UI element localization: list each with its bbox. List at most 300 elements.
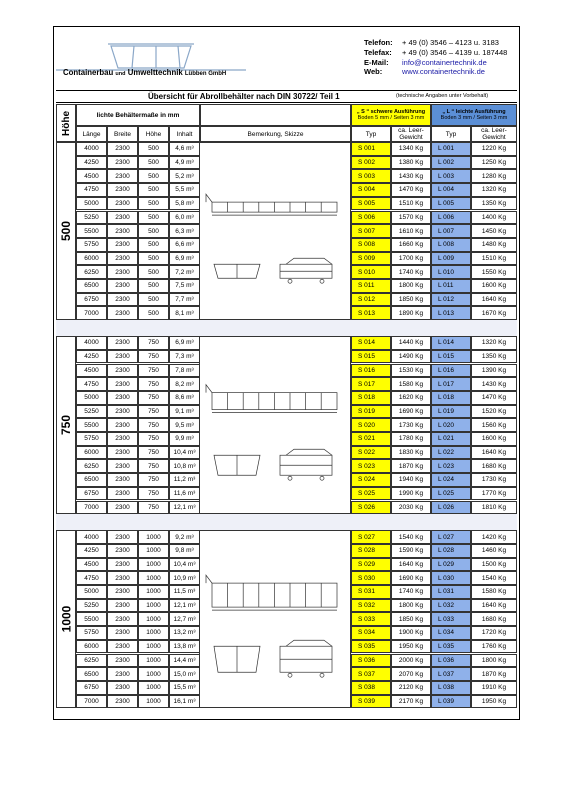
cell-inhalt: 6,9 m³ (169, 336, 200, 350)
cell-typ-l: L 036 (431, 654, 471, 668)
cell-hoehe: 500 (138, 224, 169, 238)
cell-laenge: 4250 (76, 350, 107, 364)
cell-leer-l: 1430 Kg (471, 377, 517, 391)
cell-typ-s: S 003 (351, 169, 391, 183)
cell-hoehe: 1000 (138, 667, 169, 681)
cell-inhalt: 9,8 m³ (169, 544, 200, 558)
group-label-750: 750 (56, 336, 76, 514)
cell-laenge: 6500 (76, 473, 107, 487)
col-leer-s: ca. Leer-Gewicht (391, 126, 431, 142)
cell-inhalt: 7,5 m³ (169, 279, 200, 293)
cell-inhalt: 15,0 m³ (169, 667, 200, 681)
cell-inhalt: 7,7 m³ (169, 293, 200, 307)
cell-laenge: 5500 (76, 224, 107, 238)
cell-leer-s: 1620 Kg (391, 391, 431, 405)
cell-typ-s: S 037 (351, 667, 391, 681)
cell-laenge: 7000 (76, 695, 107, 709)
cell-leer-l: 1390 Kg (471, 364, 517, 378)
cell-breite: 2300 (107, 279, 138, 293)
cell-inhalt: 4,9 m³ (169, 156, 200, 170)
cell-typ-l: L 021 (431, 432, 471, 446)
cell-inhalt: 13,8 m³ (169, 640, 200, 654)
cell-laenge: 6500 (76, 279, 107, 293)
cell-hoehe: 1000 (138, 571, 169, 585)
cell-typ-l: L 039 (431, 695, 471, 709)
cell-breite: 2300 (107, 405, 138, 419)
cell-hoehe: 750 (138, 487, 169, 501)
cell-typ-s: S 004 (351, 183, 391, 197)
cell-inhalt: 10,4 m³ (169, 558, 200, 572)
cell-leer-s: 1780 Kg (391, 432, 431, 446)
cell-leer-s: 1740 Kg (391, 265, 431, 279)
cell-leer-s: 1510 Kg (391, 197, 431, 211)
cell-typ-l: L 016 (431, 364, 471, 378)
cell-hoehe: 1000 (138, 558, 169, 572)
cell-inhalt: 9,9 m³ (169, 432, 200, 446)
cell-laenge: 6250 (76, 654, 107, 668)
cell-breite: 2300 (107, 183, 138, 197)
cell-leer-s: 2070 Kg (391, 667, 431, 681)
cell-breite: 2300 (107, 306, 138, 320)
container-sketch (199, 142, 351, 320)
col-inhalt: Inhalt (169, 126, 200, 142)
cell-leer-s: 1700 Kg (391, 252, 431, 266)
cell-typ-s: S 015 (351, 350, 391, 364)
col-breite: Breite (107, 126, 138, 142)
cell-hoehe: 1000 (138, 640, 169, 654)
cell-typ-s: S 029 (351, 558, 391, 572)
cell-typ-l: L 022 (431, 446, 471, 460)
cell-inhalt: 5,2 m³ (169, 169, 200, 183)
cell-laenge: 5750 (76, 432, 107, 446)
cell-leer-s: 1890 Kg (391, 306, 431, 320)
cell-hoehe: 750 (138, 405, 169, 419)
cell-laenge: 5000 (76, 585, 107, 599)
cell-breite: 2300 (107, 391, 138, 405)
cell-hoehe: 1000 (138, 612, 169, 626)
cell-leer-s: 1490 Kg (391, 350, 431, 364)
cell-breite: 2300 (107, 473, 138, 487)
cell-breite: 2300 (107, 585, 138, 599)
cell-breite: 2300 (107, 695, 138, 709)
cell-typ-l: L 003 (431, 169, 471, 183)
cell-hoehe: 500 (138, 238, 169, 252)
cell-breite: 2300 (107, 197, 138, 211)
cell-leer-s: 1580 Kg (391, 377, 431, 391)
cell-typ-l: L 035 (431, 640, 471, 654)
cell-leer-l: 1600 Kg (471, 279, 517, 293)
cell-typ-s: S 032 (351, 599, 391, 613)
cell-typ-l: L 001 (431, 142, 471, 156)
cell-typ-l: L 023 (431, 459, 471, 473)
cell-leer-s: 2030 Kg (391, 501, 431, 515)
container-sketch (199, 530, 351, 708)
cell-breite: 2300 (107, 238, 138, 252)
cell-laenge: 4000 (76, 530, 107, 544)
cell-leer-s: 1690 Kg (391, 571, 431, 585)
cell-typ-l: L 031 (431, 585, 471, 599)
cell-inhalt: 8,2 m³ (169, 377, 200, 391)
cell-leer-s: 1530 Kg (391, 364, 431, 378)
cell-leer-s: 1430 Kg (391, 169, 431, 183)
cell-leer-s: 1380 Kg (391, 156, 431, 170)
cell-inhalt: 7,3 m³ (169, 350, 200, 364)
cell-leer-l: 1910 Kg (471, 681, 517, 695)
cell-hoehe: 500 (138, 183, 169, 197)
group-label-1000: 1000 (56, 530, 76, 708)
cell-typ-l: L 033 (431, 612, 471, 626)
cell-leer-s: 1590 Kg (391, 544, 431, 558)
cell-inhalt: 4,6 m³ (169, 142, 200, 156)
cell-inhalt: 9,5 m³ (169, 418, 200, 432)
cell-typ-l: L 030 (431, 571, 471, 585)
cell-inhalt: 9,2 m³ (169, 530, 200, 544)
cell-typ-l: L 012 (431, 293, 471, 307)
cell-laenge: 5500 (76, 612, 107, 626)
cell-leer-l: 1540 Kg (471, 571, 517, 585)
cell-laenge: 5250 (76, 211, 107, 225)
cell-inhalt: 9,1 m³ (169, 405, 200, 419)
cell-typ-s: S 005 (351, 197, 391, 211)
cell-laenge: 4500 (76, 169, 107, 183)
cell-laenge: 4000 (76, 142, 107, 156)
cell-breite: 2300 (107, 418, 138, 432)
cell-leer-l: 1640 Kg (471, 446, 517, 460)
cell-hoehe: 750 (138, 473, 169, 487)
cell-breite: 2300 (107, 612, 138, 626)
cell-breite: 2300 (107, 501, 138, 515)
cell-leer-s: 1990 Kg (391, 487, 431, 501)
cell-leer-l: 1320 Kg (471, 183, 517, 197)
cell-typ-s: S 008 (351, 238, 391, 252)
cell-typ-l: L 025 (431, 487, 471, 501)
s-variant-header: „ S “ schwere Ausführung Boden 5 mm / Seiten 3 mm (351, 104, 431, 126)
cell-typ-s: S 011 (351, 279, 391, 293)
cell-breite: 2300 (107, 265, 138, 279)
cell-laenge: 6750 (76, 681, 107, 695)
cell-laenge: 6000 (76, 252, 107, 266)
cell-typ-s: S 002 (351, 156, 391, 170)
cell-inhalt: 11,6 m³ (169, 487, 200, 501)
cell-leer-l: 1280 Kg (471, 169, 517, 183)
cell-leer-l: 1800 Kg (471, 654, 517, 668)
cell-typ-l: L 013 (431, 306, 471, 320)
cell-leer-s: 1470 Kg (391, 183, 431, 197)
cell-typ-s: S 035 (351, 640, 391, 654)
cell-typ-l: L 034 (431, 626, 471, 640)
cell-laenge: 6000 (76, 446, 107, 460)
cell-typ-s: S 007 (351, 224, 391, 238)
cell-breite: 2300 (107, 377, 138, 391)
cell-laenge: 6500 (76, 667, 107, 681)
cell-typ-l: L 017 (431, 377, 471, 391)
cell-typ-s: S 017 (351, 377, 391, 391)
company-logo (56, 42, 246, 92)
cell-breite: 2300 (107, 681, 138, 695)
cell-hoehe: 1000 (138, 544, 169, 558)
cell-leer-s: 1730 Kg (391, 418, 431, 432)
cell-hoehe: 1000 (138, 654, 169, 668)
cell-hoehe: 750 (138, 364, 169, 378)
cell-inhalt: 7,2 m³ (169, 265, 200, 279)
cell-leer-l: 1480 Kg (471, 238, 517, 252)
cell-leer-l: 1640 Kg (471, 293, 517, 307)
cell-leer-l: 1950 Kg (471, 695, 517, 709)
cell-typ-l: L 015 (431, 350, 471, 364)
cell-leer-l: 1350 Kg (471, 197, 517, 211)
cell-breite: 2300 (107, 350, 138, 364)
cell-hoehe: 750 (138, 432, 169, 446)
cell-inhalt: 6,9 m³ (169, 252, 200, 266)
cell-leer-s: 1940 Kg (391, 473, 431, 487)
cell-typ-s: S 010 (351, 265, 391, 279)
cell-leer-s: 2170 Kg (391, 695, 431, 709)
cell-inhalt: 5,5 m³ (169, 183, 200, 197)
cell-typ-l: L 037 (431, 667, 471, 681)
cell-leer-s: 1950 Kg (391, 640, 431, 654)
cell-typ-l: L 027 (431, 530, 471, 544)
cell-leer-s: 1870 Kg (391, 459, 431, 473)
cell-inhalt: 10,4 m³ (169, 446, 200, 460)
cell-inhalt: 7,8 m³ (169, 364, 200, 378)
container-sketch-icon (200, 143, 352, 321)
cell-laenge: 6750 (76, 487, 107, 501)
cell-typ-l: L 008 (431, 238, 471, 252)
cell-leer-s: 1440 Kg (391, 336, 431, 350)
cell-hoehe: 1000 (138, 695, 169, 709)
cell-typ-l: L 038 (431, 681, 471, 695)
cell-inhalt: 12,1 m³ (169, 599, 200, 613)
cell-inhalt: 11,2 m³ (169, 473, 200, 487)
cell-breite: 2300 (107, 654, 138, 668)
cell-inhalt: 8,6 m³ (169, 391, 200, 405)
cell-inhalt: 5,8 m³ (169, 197, 200, 211)
cell-typ-s: S 022 (351, 446, 391, 460)
cell-inhalt: 10,9 m³ (169, 571, 200, 585)
cell-laenge: 5250 (76, 405, 107, 419)
cell-laenge: 6250 (76, 459, 107, 473)
cell-inhalt: 14,4 m³ (169, 654, 200, 668)
cell-laenge: 5250 (76, 599, 107, 613)
cell-leer-s: 1690 Kg (391, 405, 431, 419)
cell-typ-s: S 025 (351, 487, 391, 501)
cell-hoehe: 1000 (138, 681, 169, 695)
cell-breite: 2300 (107, 640, 138, 654)
cell-hoehe: 1000 (138, 599, 169, 613)
cell-breite: 2300 (107, 487, 138, 501)
cell-inhalt: 15,5 m³ (169, 681, 200, 695)
cell-leer-s: 1540 Kg (391, 530, 431, 544)
cell-typ-l: L 010 (431, 265, 471, 279)
cell-leer-s: 1660 Kg (391, 238, 431, 252)
cell-hoehe: 500 (138, 169, 169, 183)
cell-typ-s: S 013 (351, 306, 391, 320)
cell-typ-s: S 030 (351, 571, 391, 585)
group-label-500: 500 (56, 142, 76, 320)
cell-typ-s: S 036 (351, 654, 391, 668)
group-separator (56, 514, 517, 530)
cell-typ-s: S 024 (351, 473, 391, 487)
cell-leer-l: 1420 Kg (471, 530, 517, 544)
cell-leer-l: 1600 Kg (471, 432, 517, 446)
cell-hoehe: 750 (138, 501, 169, 515)
container-sketch-icon (200, 531, 352, 709)
cell-typ-s: S 039 (351, 695, 391, 709)
cell-leer-l: 1670 Kg (471, 306, 517, 320)
cell-typ-s: S 018 (351, 391, 391, 405)
cell-hoehe: 500 (138, 265, 169, 279)
cell-breite: 2300 (107, 459, 138, 473)
cell-leer-s: 1800 Kg (391, 599, 431, 613)
cell-breite: 2300 (107, 432, 138, 446)
cell-hoehe: 500 (138, 142, 169, 156)
cell-typ-s: S 020 (351, 418, 391, 432)
cell-laenge: 6250 (76, 265, 107, 279)
col-leer-l: ca. Leer-Gewicht (471, 126, 517, 142)
cell-leer-l: 1760 Kg (471, 640, 517, 654)
cell-leer-l: 1250 Kg (471, 156, 517, 170)
cell-leer-l: 1720 Kg (471, 626, 517, 640)
cell-breite: 2300 (107, 530, 138, 544)
cell-inhalt: 11,5 m³ (169, 585, 200, 599)
cell-inhalt: 12,7 m³ (169, 612, 200, 626)
cell-typ-l: L 024 (431, 473, 471, 487)
cell-breite: 2300 (107, 224, 138, 238)
cell-leer-l: 1810 Kg (471, 501, 517, 515)
cell-leer-s: 1850 Kg (391, 293, 431, 307)
cell-typ-l: L 020 (431, 418, 471, 432)
cell-hoehe: 1000 (138, 530, 169, 544)
cell-leer-l: 1460 Kg (471, 544, 517, 558)
cell-leer-s: 1900 Kg (391, 626, 431, 640)
cell-breite: 2300 (107, 293, 138, 307)
cell-leer-l: 1870 Kg (471, 667, 517, 681)
email-link[interactable]: info@containertechnik.de (402, 57, 487, 67)
cell-typ-s: S 006 (351, 211, 391, 225)
cell-typ-l: L 009 (431, 252, 471, 266)
cell-leer-l: 1400 Kg (471, 211, 517, 225)
col-laenge: Länge (76, 126, 107, 142)
cell-breite: 2300 (107, 544, 138, 558)
cell-inhalt: 8,1 m³ (169, 306, 200, 320)
cell-laenge: 4500 (76, 364, 107, 378)
cell-hoehe: 750 (138, 350, 169, 364)
cell-typ-l: L 032 (431, 599, 471, 613)
cell-leer-l: 1680 Kg (471, 612, 517, 626)
cell-leer-s: 1340 Kg (391, 142, 431, 156)
container-sketch-icon (200, 337, 352, 515)
cell-inhalt: 6,3 m³ (169, 224, 200, 238)
cell-leer-l: 1770 Kg (471, 487, 517, 501)
web-link[interactable]: www.containertechnik.de (402, 67, 485, 77)
cell-typ-l: L 011 (431, 279, 471, 293)
cell-leer-l: 1580 Kg (471, 585, 517, 599)
cell-typ-s: S 034 (351, 626, 391, 640)
cell-laenge: 4750 (76, 183, 107, 197)
cell-typ-s: S 009 (351, 252, 391, 266)
cell-typ-l: L 014 (431, 336, 471, 350)
hoehe-header: Höhe (56, 104, 76, 142)
cell-laenge: 4750 (76, 377, 107, 391)
cell-typ-s: S 038 (351, 681, 391, 695)
lichte-header: lichte Behältermaße in mm (76, 104, 200, 126)
col-typ-l: Typ (431, 126, 471, 142)
cell-breite: 2300 (107, 558, 138, 572)
cell-leer-s: 2120 Kg (391, 681, 431, 695)
cell-typ-s: S 016 (351, 364, 391, 378)
cell-typ-l: L 005 (431, 197, 471, 211)
cell-leer-l: 1680 Kg (471, 459, 517, 473)
cell-typ-l: L 002 (431, 156, 471, 170)
l-variant-header: „ L “ leichte Ausführung Boden 3 mm / Seiten 3 mm (431, 104, 517, 126)
cell-hoehe: 500 (138, 293, 169, 307)
table-title: Übersicht für Abrollbehälter nach DIN 30722/ Teil 1 (148, 92, 340, 101)
cell-leer-l: 1450 Kg (471, 224, 517, 238)
cell-laenge: 4250 (76, 544, 107, 558)
cell-typ-l: L 029 (431, 558, 471, 572)
cell-typ-s: S 031 (351, 585, 391, 599)
cell-hoehe: 750 (138, 377, 169, 391)
cell-inhalt: 6,6 m³ (169, 238, 200, 252)
cell-laenge: 4750 (76, 571, 107, 585)
cell-inhalt: 16,1 m³ (169, 695, 200, 709)
group-separator (56, 320, 517, 336)
cell-leer-l: 1520 Kg (471, 405, 517, 419)
cell-hoehe: 500 (138, 156, 169, 170)
contact-block: Telefon: + 49 (0) 3546 – 4123 u. 3183 Telefax: + 49 (0) 3546 – 4139 u. 187448 E-Mail: info@containertechnik.de Web: www.containertechnik.de (364, 38, 508, 77)
cell-typ-s: S 033 (351, 612, 391, 626)
container-sketch (199, 336, 351, 514)
cell-hoehe: 1000 (138, 585, 169, 599)
cell-leer-l: 1510 Kg (471, 252, 517, 266)
cell-leer-s: 1570 Kg (391, 211, 431, 225)
cell-leer-l: 1320 Kg (471, 336, 517, 350)
cell-laenge: 5000 (76, 197, 107, 211)
cell-hoehe: 750 (138, 391, 169, 405)
col-typ-s: Typ (351, 126, 391, 142)
cell-typ-s: S 027 (351, 530, 391, 544)
cell-leer-s: 1740 Kg (391, 585, 431, 599)
cell-typ-s: S 026 (351, 501, 391, 515)
cell-typ-s: S 019 (351, 405, 391, 419)
cell-typ-l: L 019 (431, 405, 471, 419)
cell-leer-s: 1830 Kg (391, 446, 431, 460)
cell-breite: 2300 (107, 169, 138, 183)
cell-hoehe: 750 (138, 446, 169, 460)
cell-laenge: 5000 (76, 391, 107, 405)
cell-typ-s: S 001 (351, 142, 391, 156)
cell-typ-l: L 026 (431, 501, 471, 515)
cell-typ-s: S 028 (351, 544, 391, 558)
cell-hoehe: 500 (138, 211, 169, 225)
cell-breite: 2300 (107, 446, 138, 460)
cell-inhalt: 10,8 m³ (169, 459, 200, 473)
cell-laenge: 7000 (76, 306, 107, 320)
cell-leer-l: 1550 Kg (471, 265, 517, 279)
cell-leer-s: 1610 Kg (391, 224, 431, 238)
cell-leer-s: 1640 Kg (391, 558, 431, 572)
cell-laenge: 5750 (76, 238, 107, 252)
cell-breite: 2300 (107, 626, 138, 640)
cell-breite: 2300 (107, 156, 138, 170)
cell-leer-l: 1560 Kg (471, 418, 517, 432)
cell-leer-s: 1850 Kg (391, 612, 431, 626)
cell-breite: 2300 (107, 571, 138, 585)
table-note: (technische Angaben unter Vorbehalt) (396, 93, 489, 99)
cell-leer-l: 1470 Kg (471, 391, 517, 405)
cell-typ-s: S 021 (351, 432, 391, 446)
cell-inhalt: 6,0 m³ (169, 211, 200, 225)
